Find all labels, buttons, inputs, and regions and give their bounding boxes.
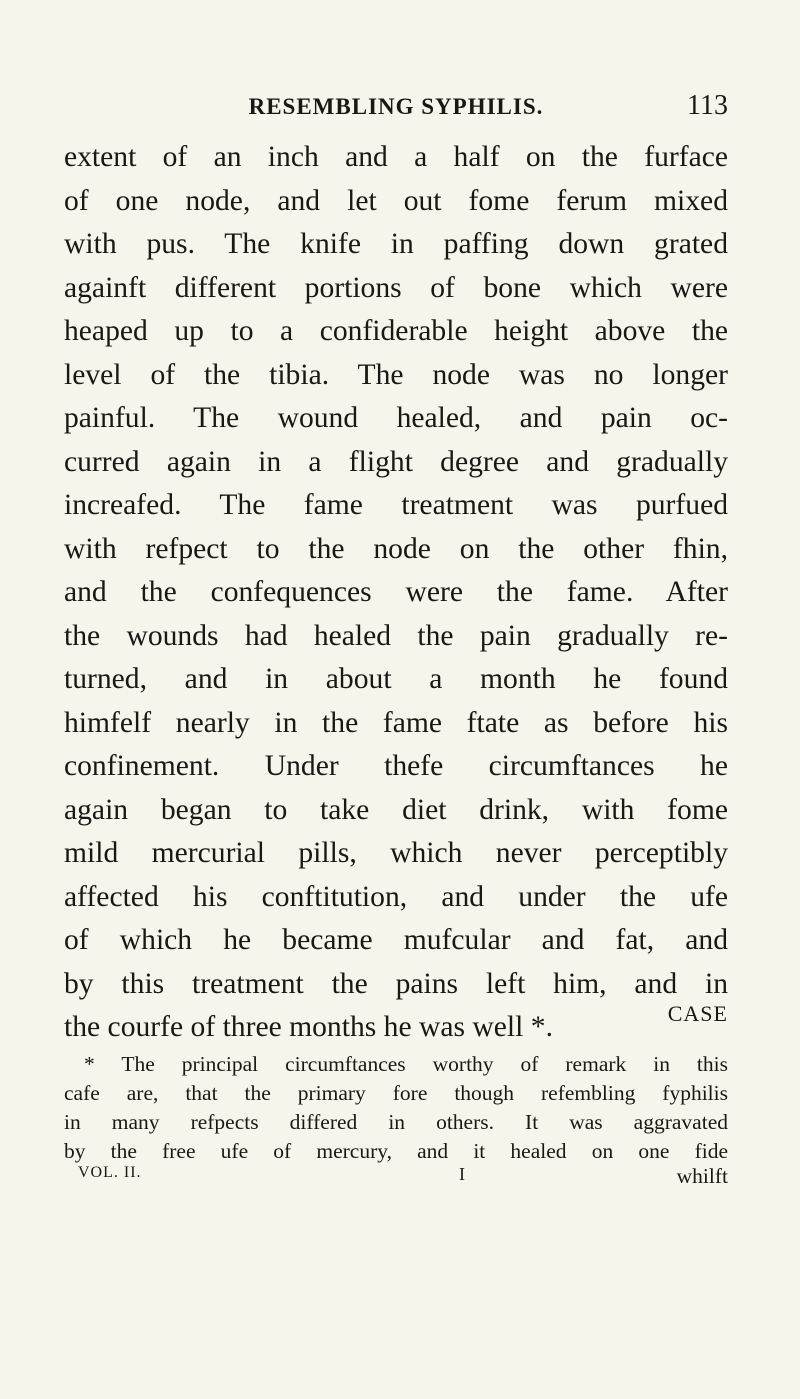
- footnote-line: in many refpects differed in others. It was aggravated: [64, 1110, 728, 1134]
- text-line: curred again in a flight degree and gradually: [64, 445, 728, 478]
- text-line: mild mercurial pills, which never perceptibly: [64, 837, 728, 869]
- catchword: CASE: [667, 1001, 728, 1026]
- page-number: 113: [687, 90, 728, 121]
- text-line: again began to take diet drink, with fome: [64, 793, 728, 826]
- text-line: with pus. The knife in paffing down grated: [64, 228, 728, 260]
- text-line: extent of an inch and a half on the furface: [64, 141, 728, 173]
- text-line: increafed. The fame treatment was purfued: [64, 489, 728, 521]
- footnote: [64, 1050, 728, 1166]
- footnote-catchword: whilft: [676, 1164, 728, 1188]
- text-line-last: the courfe of three months he was well *.: [64, 1011, 553, 1043]
- text-line: and the confequences were the fame. After: [64, 576, 728, 608]
- running-title: RESEMBLING SYPHILIS.: [248, 94, 544, 119]
- text-line: heaped up to a confiderable height above the: [64, 315, 728, 347]
- volume-mark: VOL. II.: [78, 1164, 142, 1181]
- footnote-line: cafe are, that the primary fore though refembling fyphilis: [64, 1081, 728, 1105]
- text-line: affected his conftitution, and under the ufe: [64, 880, 728, 913]
- footnote-line: * The principal circumftances worthy of remark in this: [84, 1052, 728, 1076]
- text-line: himfelf nearly in the fame ftate as before his: [64, 706, 728, 739]
- signature-mark: I: [459, 1164, 465, 1184]
- text-line: againft different portions of bone which were: [64, 271, 728, 304]
- text-line: level of the tibia. The node was no longer: [64, 358, 728, 391]
- text-line: painful. The wound healed, and pain oc-: [64, 402, 728, 434]
- text-line: by this treatment the pains left him, and in: [64, 967, 728, 1000]
- text-line: of one node, and let out fome ferum mixed: [64, 184, 728, 217]
- running-head: [64, 88, 728, 128]
- text-line: the wounds had healed the pain gradually re-: [64, 619, 728, 652]
- text-line: of which he became mufcular and fat, and: [64, 924, 728, 956]
- footnote-line: by the free ufe of mercury, and it healed on one fide: [64, 1139, 728, 1163]
- text-line: confinement. Under thefe circumftances he: [64, 750, 728, 782]
- text-line: with refpect to the node on the other fhin,: [64, 532, 728, 565]
- body-text: [64, 136, 728, 1050]
- text-line: turned, and in about a month he found: [64, 663, 728, 695]
- signature-line: [64, 1164, 728, 1192]
